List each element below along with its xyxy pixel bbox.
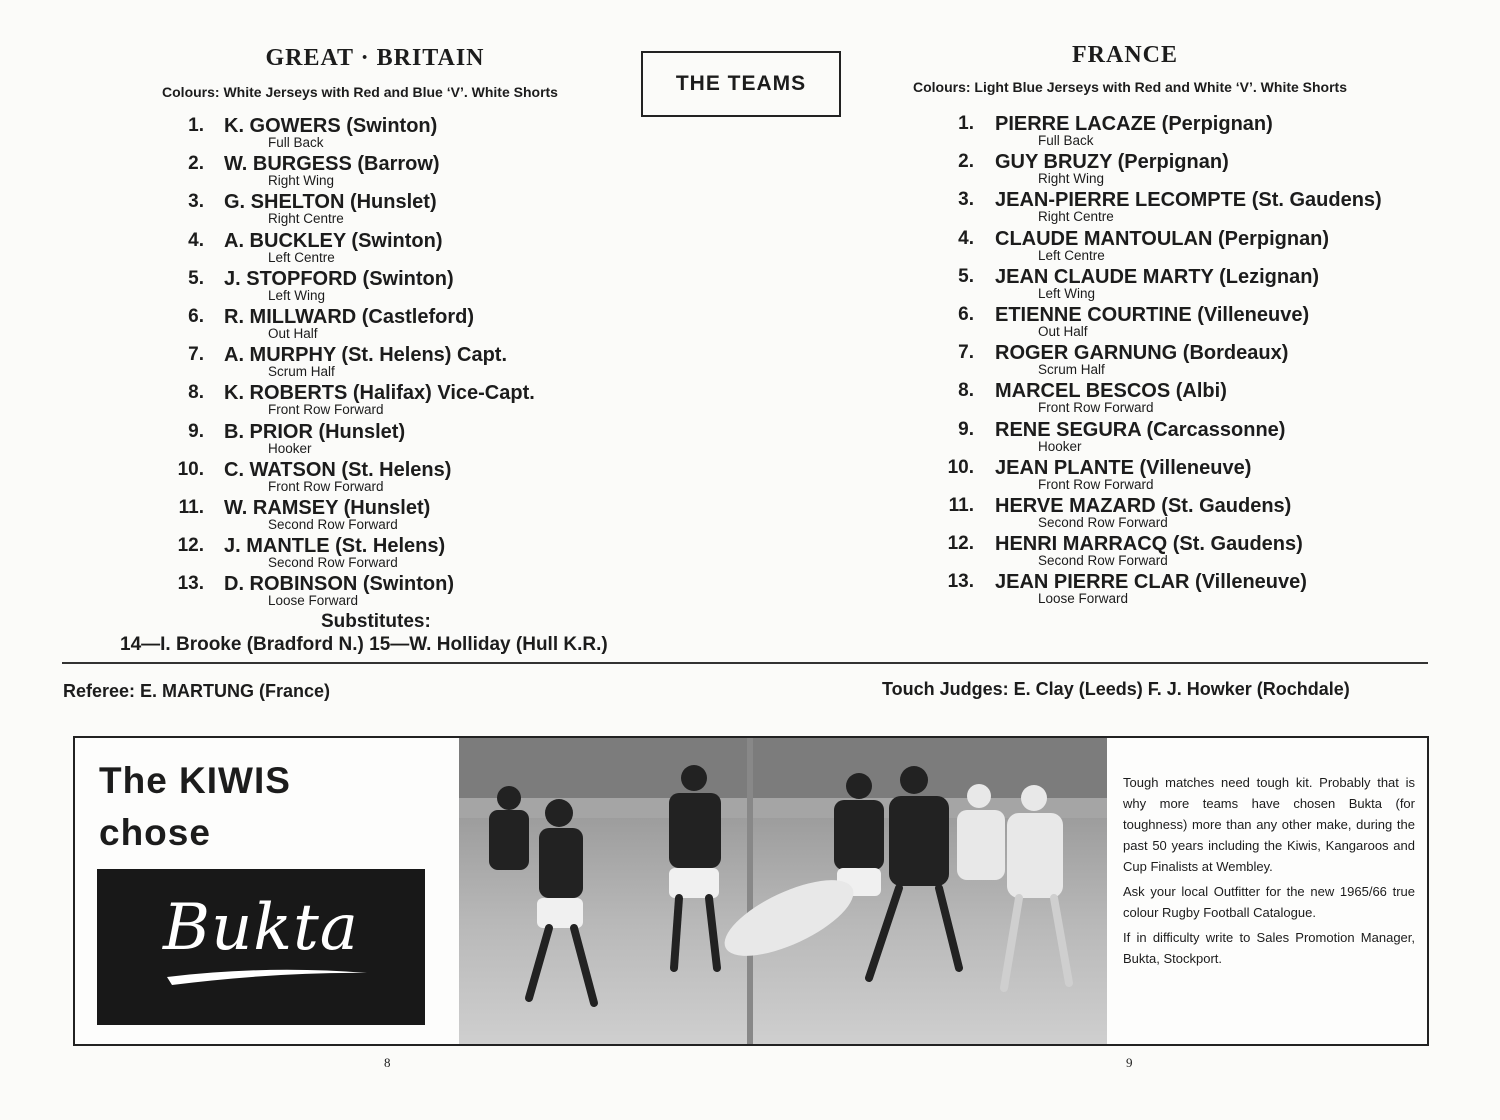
player-row [0,533,1303,571]
touch-judges: Touch Judges: E. Clay (Leeds) F. J. Howker (Rochdale) [882,679,1350,699]
player-position: Scrum Half [1038,362,1105,378]
player-number: 9. [188,420,204,442]
rugby-players-illustration [459,738,1107,1044]
player-position: Full Back [268,135,324,150]
player-position: Full Back [1038,133,1094,148]
player-position: Scrum Half [268,364,335,380]
player-name: MARCEL BESCOS (Albi) [995,380,1227,403]
player-number: 13. [177,573,204,595]
player-name: J. STOPFORD (Swinton) [224,267,454,290]
advert-headline-1: The KIWIS [99,760,291,801]
advert-headline-2: chose [99,812,211,853]
player-position: Left Centre [1038,247,1105,263]
player-row [0,113,1273,151]
player-position: Front Row Forward [1038,476,1154,492]
advert-copy [1123,772,1415,973]
player-name: CLAUDE MANTOULAN (Perpignan) [995,227,1330,250]
rugby-match-photo [459,738,1107,1044]
player-number: 2. [188,153,204,175]
player-name: B. PRIOR (Hunslet) [224,420,406,443]
player-name: W. BURGESS (Barrow) [224,153,440,176]
player-position: Out Half [268,326,318,341]
player-position: Hooker [1038,438,1082,454]
france-title: FRANCE [1072,42,1178,68]
player-number: 3. [188,191,204,213]
player-number: 4. [188,229,204,251]
bukta-swash [97,869,425,1025]
player-name: ROGER GARNUNG (Bordeaux) [995,342,1289,365]
player-number: 4. [958,227,974,249]
player-name: PIERRE LACAZE (Perpignan) [995,113,1273,135]
player-position: Second Row Forward [1038,553,1168,569]
player-position: Second Row Forward [268,555,398,571]
player-position: Left Centre [268,249,335,265]
player-position: Front Row Forward [268,478,384,494]
player-name: JEAN PLANTE (Villeneuve) [995,456,1252,479]
player-name: GUY BRUZY (Perpignan) [995,151,1229,174]
player-number: 9. [958,418,974,440]
player-number: 3. [958,189,974,211]
player-row [0,151,1229,189]
player-number: 7. [958,342,974,364]
player-name: HERVE MAZARD (St. Gaudens) [995,495,1292,517]
player-row [0,456,1252,495]
player-number: 12. [947,533,974,555]
great-britain-title: GREAT · BRITAIN [265,45,485,71]
player-name: C. WATSON (St. Helens) [224,458,452,481]
advert-paragraph-2: Ask your local Outfitter for the new 1965/66 true colour Rugby Football Catalogue. [1123,884,1415,920]
substitutes-label: Substitutes: [321,611,431,632]
bukta-logo-text: Bukta [163,891,359,965]
player-name: G. SHELTON (Hunslet) [224,191,437,214]
player-number: 6. [188,306,204,327]
player-row [0,265,1320,304]
player-name: JEAN PIERRE CLAR (Villeneuve) [995,571,1307,594]
section-divider [62,662,1428,664]
player-name: A. MURPHY (St. Helens) Capt. [224,344,507,367]
player-number: 1. [188,115,204,136]
player-number: 10. [947,456,974,478]
player-row [0,418,1286,457]
bukta-logo [97,869,425,1025]
referee: Referee: E. MARTUNG (France) [63,681,331,701]
player-number: 11. [948,495,974,516]
player-position: Second Row Forward [268,517,398,532]
player-name: K. GOWERS (Swinton) [224,115,438,137]
page-number-right: 9 [1126,1055,1133,1070]
player-row [0,495,1292,533]
player-number: 1. [958,113,974,134]
player-name: R. MILLWARD (Castleford) [224,306,474,328]
player-number: 8. [958,380,974,402]
bukta-advert [73,736,1429,1046]
player-position: Right Wing [268,173,335,189]
player-number: 6. [958,304,974,325]
player-name: K. ROBERTS (Halifax) Vice-Capt. [224,382,535,405]
player-number: 5. [958,265,974,287]
page-number-left: 8 [384,1055,391,1070]
great-britain-colours: Colours: White Jerseys with Red and Blue ‘V’. White Shorts [162,84,558,100]
player-row [0,189,1382,227]
player-number: 12. [177,535,204,557]
player-position: Out Half [1038,324,1088,339]
player-position: Second Row Forward [1038,515,1168,530]
player-number: 10. [177,458,204,480]
player-name: JEAN CLAUDE MARTY (Lezignan) [995,265,1320,288]
player-row [0,342,1289,380]
player-name: JEAN-PIERRE LECOMPTE (St. Gaudens) [995,189,1382,212]
player-name: J. MANTLE (St. Helens) [224,535,446,558]
player-number: 7. [188,344,204,366]
player-position: Front Row Forward [268,402,384,418]
player-name: ETIENNE COURTINE (Villeneuve) [995,304,1310,326]
player-row [0,380,1227,418]
player-number: 13. [947,571,974,593]
player-name: D. ROBINSON (Swinton) [224,573,454,596]
player-number: 5. [188,267,204,289]
substitutes-list: 14—I. Brooke (Bradford N.) 15—W. Holliday (Hull K.R.) [120,634,608,655]
player-position: Left Wing [1038,285,1096,301]
player-row [0,304,1310,342]
advert-paragraph-3: If in difficulty write to Sales Promotion Manager, Bukta, Stockport. [1123,930,1415,966]
player-row [0,227,1330,266]
player-name: A. BUCKLEY (Swinton) [224,229,443,252]
player-name: HENRI MARRACQ (St. Gaudens) [995,533,1303,556]
player-number: 2. [958,151,974,173]
player-position: Front Row Forward [1038,400,1154,416]
advert-paragraph-1: Tough matches need tough kit. Probably that is why more teams have chosen Bukta (for toughness) more than any other make, during the past 50 years including the Kiwis, Kangaroos and Cup Finalists at Wembley. [1123,775,1415,874]
player-position: Hooker [268,440,312,456]
france-colours: Colours: Light Blue Jerseys with Red and White ‘V’. White Shorts [912,79,1348,95]
player-name: W. RAMSEY (Hunslet) [224,497,431,519]
player-position: Loose Forward [1038,591,1129,607]
player-position: Loose Forward [268,593,359,609]
player-row [0,571,1307,609]
player-number: 8. [188,382,204,404]
player-number: 11. [178,497,204,518]
the-teams-label: THE TEAMS [641,51,841,117]
player-position: Left Wing [268,287,326,303]
player-name: RENE SEGURA (Carcassonne) [995,418,1286,441]
player-position: Right Centre [1038,209,1114,225]
player-position: Right Wing [1038,171,1105,187]
player-position: Right Centre [268,211,344,227]
